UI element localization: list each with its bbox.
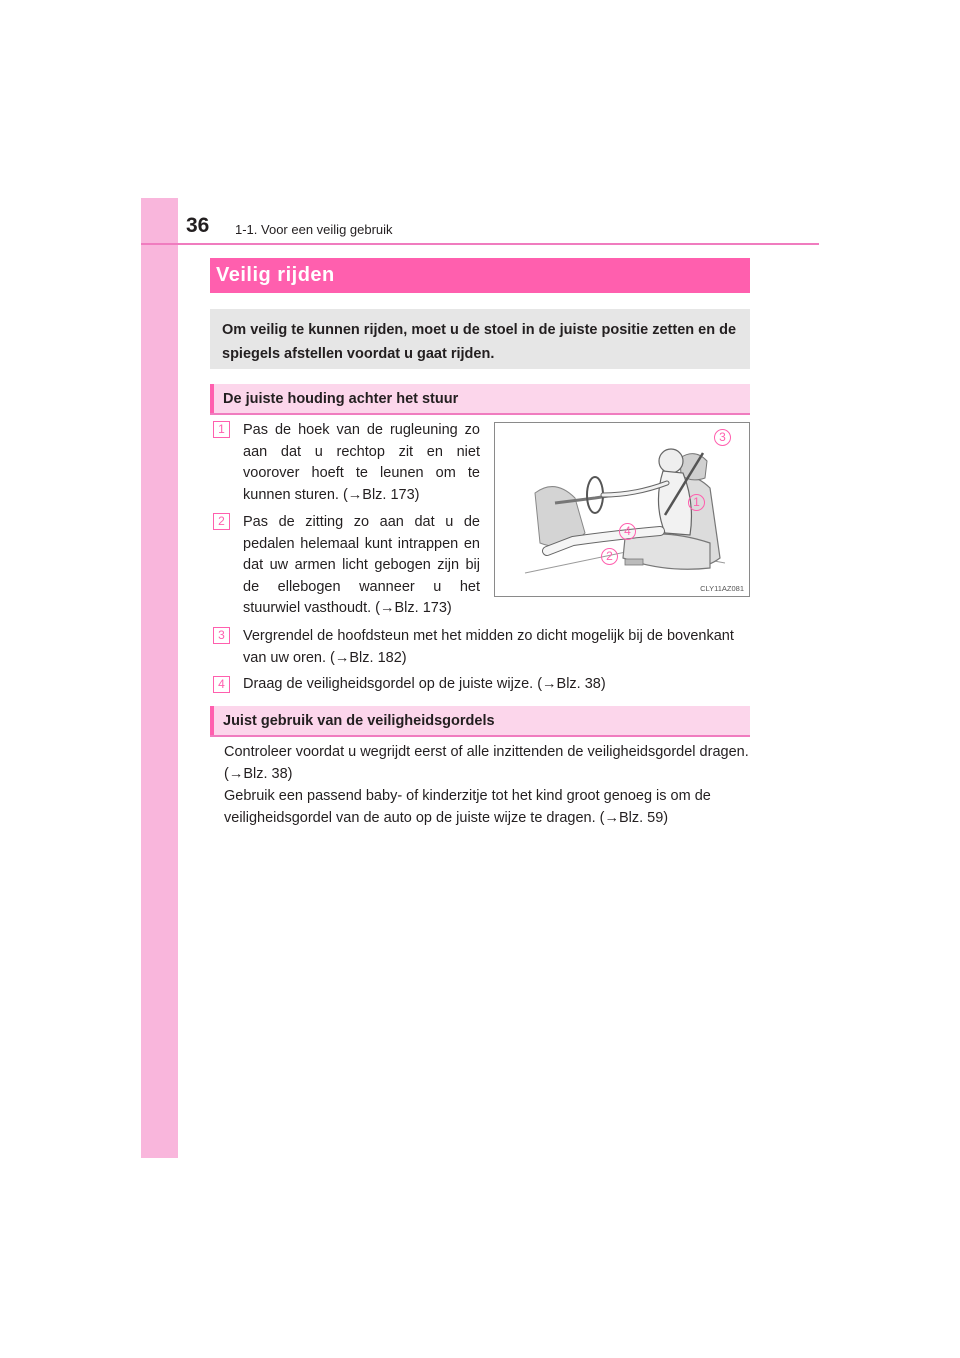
page-number: 36 — [186, 214, 210, 237]
driver-seat-drawing — [495, 423, 749, 596]
driving-posture-illustration — [494, 422, 750, 597]
chapter-side-tab — [141, 198, 178, 1158]
item-number-badge: 1 — [213, 421, 230, 438]
paragraph-child-seat: Gebruik een passend baby- of kinderzitje tot het kind groot genoeg is om de veiligheidsgordel van de auto op de juiste wijze te dragen. (→Blz. 59) — [224, 788, 711, 826]
item-number-badge: 2 — [213, 513, 230, 530]
item-number-badge: 4 — [213, 676, 230, 693]
item-text-backrest: Pas de hoek van de rugleuning zo aan dat u rechtop zit en niet voorover hoeft te leunen om te kunnen sturen. (→Blz. 173) — [243, 422, 480, 503]
page-title: Veilig rijden — [216, 264, 335, 286]
illustration-code: CLY11AZ081 — [700, 584, 744, 593]
item-text-seat: Pas de zitting zo aan dat u de pedalen helemaal kunt intrappen en dat uw armen licht gebogen zijn bij de ellebogen wanneer u het stuurwiel vasthoudt. (→Blz. 173) — [243, 514, 480, 616]
intro-box: Om veilig te kunnen rijden, moet u de stoel in de juiste positie zetten en de spiegels afstellen voordat u gaat rijden. — [210, 309, 750, 369]
item-text-seatbelt: Draag de veiligheidsgordel op de juiste wijze. (→Blz. 38) — [243, 676, 606, 692]
header-rule — [141, 243, 819, 245]
item-number-badge: 3 — [213, 627, 230, 644]
callout-2: 2 — [601, 548, 618, 565]
callout-3: 3 — [714, 429, 731, 446]
section-label: 1-1. Voor een veilig gebruik — [235, 222, 393, 237]
section-heading-posture: De juiste houding achter het stuur — [210, 384, 750, 413]
section-heading-seatbelts: Juist gebruik van de veiligheidsgordels — [210, 706, 750, 735]
callout-1: 1 — [688, 494, 705, 511]
callout-4: 4 — [619, 523, 636, 540]
page-title-bar — [210, 258, 750, 293]
item-text-headrest: Vergrendel de hoofdsteun met het midden zo dicht mogelijk bij de bovenkant van uw oren. (→Blz. 182) — [243, 628, 734, 666]
paragraph-passengers: Controleer voordat u wegrijdt eerst of alle inzittenden de veiligheidsgordel dragen. (→Blz. 38) — [224, 744, 749, 782]
